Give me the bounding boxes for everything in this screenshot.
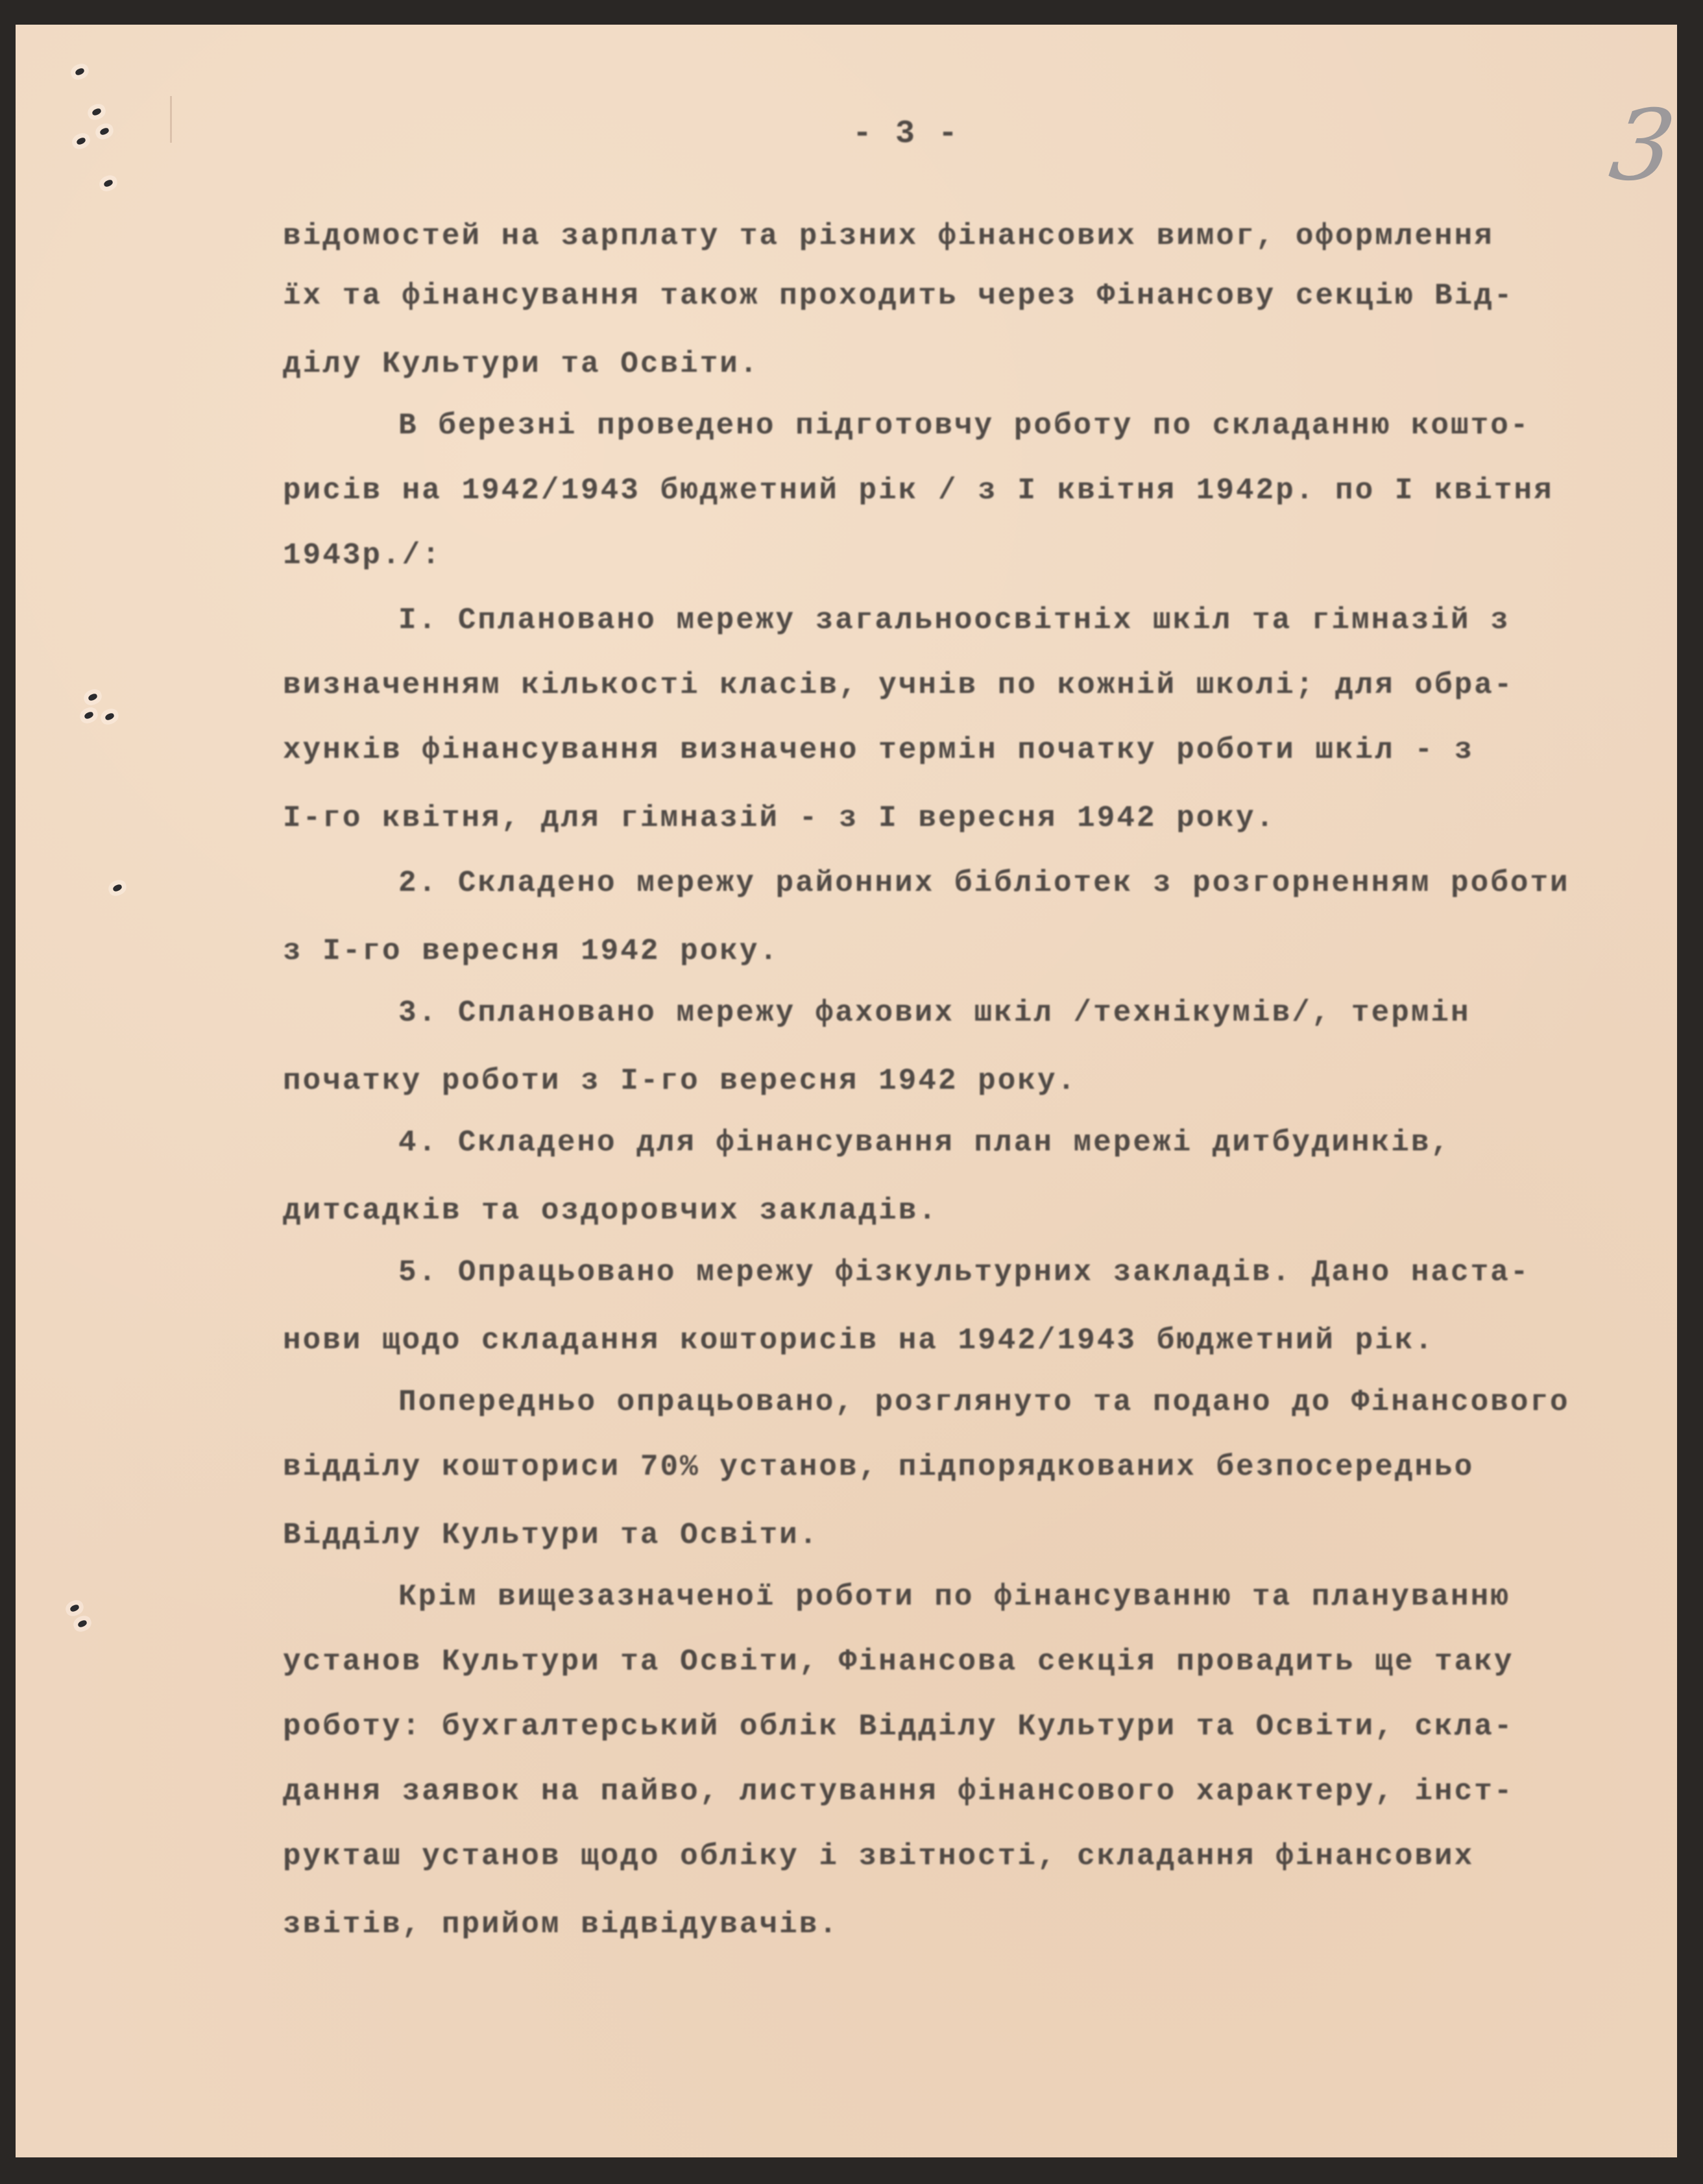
binding-hole — [99, 127, 110, 136]
text-line: звітів, прийом відвідувачів. — [283, 1908, 839, 1941]
text-line: відомостей на зарплату та різних фінансових вимог, оформлення — [283, 219, 1494, 253]
text-line: рукташ установ щодо обліку і звітності, складання фінансових — [283, 1839, 1475, 1873]
binding-hole — [77, 1620, 88, 1628]
text-line: I. Сплановано мережу загальноосвітніх шкіл та гімназій з — [398, 603, 1510, 637]
binding-hole — [84, 711, 94, 720]
binding-hole — [91, 108, 102, 116]
text-line: ділу Культури та Освіти. — [283, 347, 760, 381]
binding-hole — [69, 1604, 80, 1612]
text-line: нови щодо складання кошторисів на 1942/1943 бюджетний рік. — [283, 1324, 1435, 1357]
binding-hole — [112, 884, 123, 892]
text-line: 1943р./: — [283, 539, 442, 572]
text-line: початку роботи з I-го вересня 1942 року. — [283, 1064, 1078, 1098]
binding-hole — [76, 137, 86, 145]
text-line: Крім вищезазначеної роботи по фінансуванню та плануванню — [398, 1580, 1510, 1614]
text-line: дитсадків та оздоровчих закладів. — [283, 1194, 938, 1228]
text-line: установ Культури та Освіти, Фінансова секція провадить ще таку — [283, 1645, 1514, 1679]
text-line: з I-го вересня 1942 року. — [283, 934, 780, 968]
text-line: В березні проведено підготовчу роботу по складанню кошто- — [398, 409, 1530, 443]
text-line: дання заявок на пайво, листування фінансового характеру, інст- — [283, 1775, 1514, 1808]
text-line: відділу кошториси 70% установ, підпорядкованих безпосередньо — [283, 1450, 1475, 1484]
binding-hole — [88, 693, 98, 701]
text-line: 4. Складено для фінансування план мережі дитбудинків, — [398, 1126, 1451, 1159]
text-line: 2. Складено мережу районних бібліотек з розгорненням роботи — [398, 866, 1570, 900]
text-line: їх та фінансування також проходить через Фінансову секцію Від- — [283, 279, 1514, 313]
text-line: хунків фінансування визначено термін початку роботи шкіл - з — [283, 733, 1475, 767]
pencil-mark — [170, 96, 172, 143]
binding-hole — [104, 712, 115, 721]
binding-hole — [103, 179, 114, 188]
binding-hole — [75, 67, 85, 76]
text-line: роботу: бухгалтерський облік Відділу Культури та Освіти, скла- — [283, 1710, 1514, 1743]
text-line: I-го квітня, для гімназій - з I вересня 1942 року. — [283, 801, 1276, 835]
handwritten-page-number: 3 — [1603, 90, 1682, 202]
text-line: визначенням кількості класів, учнів по кожній школі; для обра- — [283, 668, 1514, 702]
text-line: 3. Сплановано мережу фахових шкіл /технікумів/, термін — [398, 996, 1471, 1030]
text-line: Попередньо опрацьовано, розглянуто та подано до Фінансового — [398, 1385, 1570, 1419]
document-page — [16, 25, 1682, 2157]
text-line: Відділу Культури та Освіти. — [283, 1518, 819, 1552]
page-number: - 3 - — [852, 115, 960, 152]
text-line: 5. Опрацьовано мережу фізкультурних закладів. Дано наста- — [398, 1256, 1530, 1289]
text-line: рисів на 1942/1943 бюджетний рік / з I квітня 1942р. по I квітня — [283, 474, 1554, 507]
